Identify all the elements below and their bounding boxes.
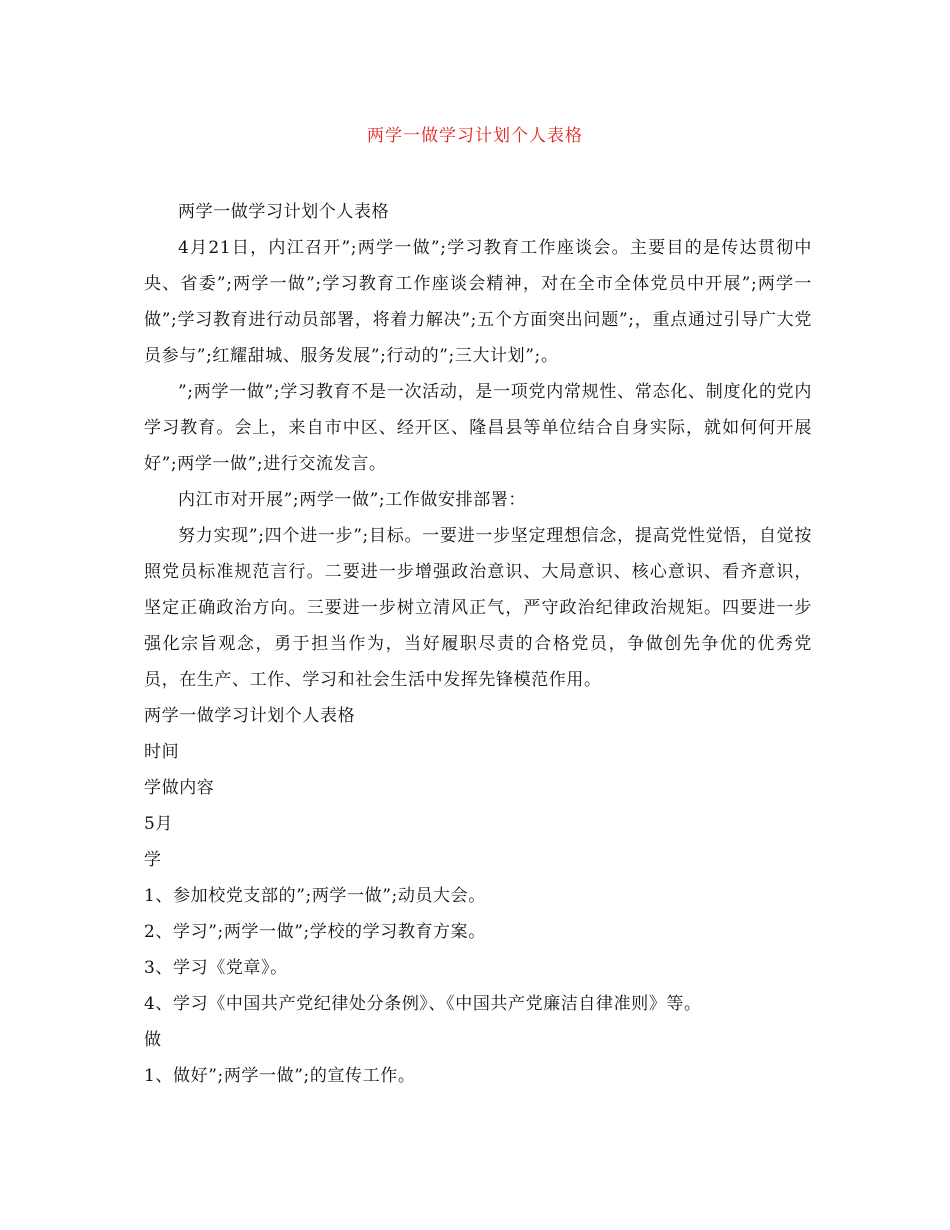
table-title-line: 两学一做学习计划个人表格 [144,706,356,726]
document-body [144,194,812,1094]
do-item-1: 1、做好”;两学一做”;的宣传工作。 [144,1066,416,1086]
paragraph-goals: 努力实现”;四个进一步”;目标。一要进一步坚定理想信念，提高党性觉悟，自觉按照党员标准规范言行。二要进一步增强政治意识、大局意识、核心意识、看齐意识，坚定正确政治方向。三要进一步树立清风正气，严守政治纪律政治规矩。四要进一步强化宗旨观念，勇于担当作为，当好履职尽责的合格党员，争做创先争优的优秀党员，在生产、工作、学习和社会生活中发挥先锋模范作用。 [144,526,812,690]
paragraph-education: ”;两学一做”;学习教育不是一次活动，是一项党内常规性、常态化、制度化的党内学习教育。会上，来自市中区、经开区、隆昌县等单位结合自身实际，就如何何开展好”;两学一做”;进行交流发言。 [144,382,812,474]
paragraph-meeting: 4月21日，内江召开”;两学一做”;学习教育工作座谈会。主要目的是传达贯彻中央、省委”;两学一做”;学习教育工作座谈会精神，对在全市全体党员中开展”;两学一做”;学习教育进行动员部署，将着力解决”;五个方面突出问题”;，重点通过引导广大党员参与”;红耀甜城、服务发展”;行动的”;三大计划”;。 [144,238,812,366]
section-do: 做 [144,1030,162,1050]
document-title: 两学一做学习计划个人表格 [367,126,583,146]
paragraph-heading: 两学一做学习计划个人表格 [178,202,390,222]
table-header-content: 学做内容 [144,778,215,798]
paragraph-deployment: 内江市对开展”;两学一做”;工作做安排部署： [178,490,527,510]
study-item-4: 4、学习《中国共产党纪律处分条例》、《中国共产党廉洁自律准则》等。 [144,994,702,1014]
study-item-2: 2、学习”;两学一做”;学校的学习教育方案。 [144,922,486,942]
table-header-time: 时间 [144,742,180,762]
study-item-1: 1、参加校党支部的”;两学一做”;动员大会。 [144,886,486,906]
study-item-3: 3、学习《党章》。 [144,958,288,978]
table-month: 5月 [144,814,174,834]
section-study: 学 [144,850,162,870]
